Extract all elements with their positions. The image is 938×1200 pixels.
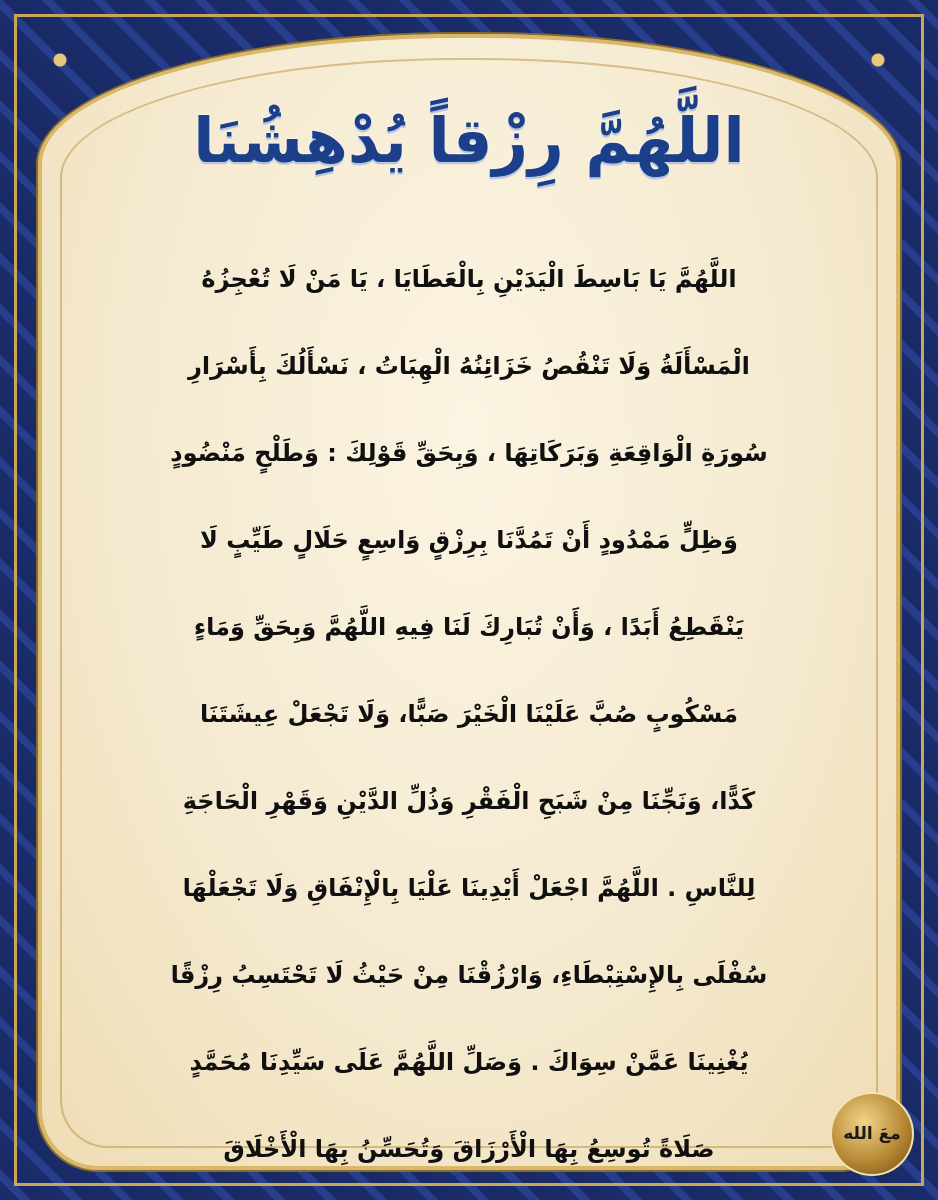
prayer-line: سُفْلَى بِالإِسْتِبْطَاءِ، وَارْزُقْنَا مِنْ حَيْثُ لَا تَحْتَسِبُ رِزْقًا — [170, 961, 768, 989]
logo-text: معَ الله — [843, 1124, 901, 1144]
prayer-line: صَلَاةً تُوسِعُ بِهَا الْأَرْزَاقَ وَتُحَسِّنُ بِهَا الْأَخْلَاقَ — [223, 1135, 715, 1163]
prayer-line: كَدًّا، وَنَجِّنَا مِنْ شَبَحِ الْفَقْرِ وَذُلِّ الدَّيْنِ وَقَهْرِ الْحَاجَةِ — [182, 787, 756, 815]
prayer-line: اللَّهُمَّ يَا بَاسِطَ الْيَدَيْنِ بِالْعَطَايَا ، يَا مَنْ لَا تُعْجِزُهُ — [201, 265, 737, 293]
prayer-text — [20, 236, 918, 1193]
logo-icon — [830, 1092, 914, 1176]
prayer-line: سُورَةِ الْوَاقِعَةِ وَبَرَكَاتِهَا ، وَبِحَقِّ قَوْلِكَ : وَطَلْحٍ مَنْضُودٍ — [170, 439, 768, 467]
prayer-line: وَظِلٍّ مَمْدُودٍ أَنْ تَمُدَّنَا بِرِزْقٍ وَاسِعٍ حَلَالٍ طَيِّبٍ لَا — [200, 526, 738, 554]
prayer-line: يَنْقَطِعُ أَبَدًا ، وَأَنْ تُبَارِكَ لَنَا فِيهِ اللَّهُمَّ وَبِحَقِّ وَمَاءٍ — [193, 613, 745, 641]
prayer-line: الْمَسْأَلَةُ وَلَا تَنْقُصُ خَزَائِنُهُ الْهِبَاتُ ، نَسْأَلُكَ بِأَسْرَارِ — [188, 352, 750, 380]
prayer-line: لِلنَّاسِ . اللَّهُمَّ اجْعَلْ أَيْدِينَا عَلْيَا بِالْإِنْفَاقِ وَلَا تَجْعَلْهَا — [182, 874, 756, 902]
page-title: اللَّهُمَّ رِزْقاً يُدْهِشُنَا — [193, 104, 745, 177]
prayer-line: مَسْكُوبٍ صُبَّ عَلَيْنَا الْخَيْرَ صَبًّا، وَلَا تَجْعَلْ عِيشَتَنَا — [200, 700, 738, 728]
prayer-line: يُغْنِينَا عَمَّنْ سِوَاكَ . وَصَلِّ اللَّهُمَّ عَلَى سَيِّدِنَا مُحَمَّدٍ — [189, 1048, 749, 1076]
